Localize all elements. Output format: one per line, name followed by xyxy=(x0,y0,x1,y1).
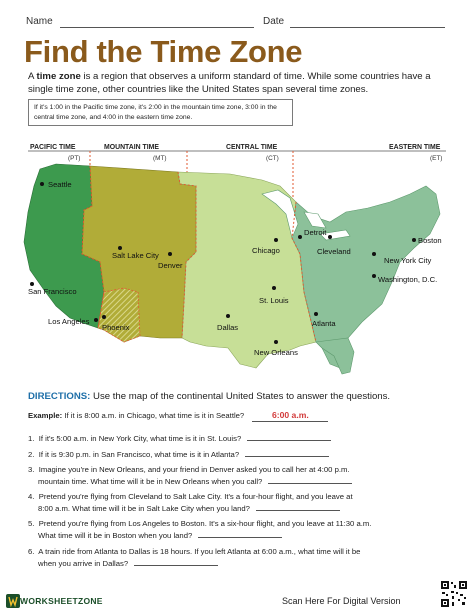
example-question: Example: If it is 8:00 a.m. in Chicago, what time is it in Seattle? 6:00 a.m. xyxy=(28,410,458,422)
directions-label: DIRECTIONS: xyxy=(28,391,91,402)
question-5: 5. Pretend you're flying from Los Angeles to Boston. It's a six-hour flight, and you leave at 11:30 a.m. What time will it be in Boston when you land? xyxy=(28,519,372,541)
answer-field-2[interactable] xyxy=(245,448,329,457)
cleveland-label: Cleveland xyxy=(317,247,351,256)
date-field[interactable] xyxy=(290,27,445,28)
detroit-dot xyxy=(298,235,302,239)
seattle-label: Seattle xyxy=(48,180,72,189)
example-label: Example: xyxy=(28,411,63,420)
atlanta-dot xyxy=(314,312,318,316)
question-2: 2. If it is 9:30 p.m. in San Francisco, what time is it in Atlanta? xyxy=(28,448,458,460)
chicago-label: Chicago xyxy=(252,246,280,255)
answer-field-6[interactable] xyxy=(134,557,218,566)
dallas-dot xyxy=(226,314,230,318)
new-york-dot xyxy=(372,252,376,256)
central-zone-region xyxy=(178,172,316,368)
qr-code-icon[interactable] xyxy=(440,580,468,608)
brand-name[interactable]: WORKSHEETZONE xyxy=(20,596,103,606)
question-1: 1. If it's 5:00 a.m. in New York City, what time is it in St. Louis? xyxy=(28,432,458,444)
eastern-zone-code: (ET) xyxy=(430,155,443,162)
los-angeles-label: Los Angeles xyxy=(48,317,90,326)
florida-region xyxy=(316,338,354,374)
new-orleans-label: New Orleans xyxy=(254,348,298,357)
boston-label: Boston xyxy=(418,236,442,245)
answer-field-5[interactable] xyxy=(198,529,282,538)
salt-lake-dot xyxy=(118,246,122,250)
dallas-label: Dallas xyxy=(217,323,239,332)
worksheetzone-logo-icon xyxy=(6,594,20,608)
chicago-dot xyxy=(274,238,278,242)
us-time-zone-map xyxy=(0,142,474,376)
detroit-label: Detroit xyxy=(304,228,327,237)
eastern-zone-label: EASTERN TIME xyxy=(389,144,441,151)
los-angeles-dot xyxy=(94,318,98,322)
question-3: 3. Imagine you're in New Orleans, and your friend in Denver asked you to call her at 4:00 p.m. mountain time. What time will it be in New Orleans when you call? xyxy=(28,464,458,487)
intro-term: time zone xyxy=(36,71,81,82)
question-6: 6. A train ride from Atlanta to Dallas is 18 hours. If you left Atlanta at 6:00 a.m., what time will it be when you arrive in Dallas? xyxy=(28,547,361,569)
example-answer-field[interactable] xyxy=(252,410,328,422)
answer-field-1[interactable] xyxy=(247,432,331,441)
phoenix-label: Phoenix xyxy=(102,323,130,332)
atlanta-label: Atlanta xyxy=(312,319,336,328)
directions xyxy=(28,391,390,402)
seattle-dot xyxy=(40,182,44,186)
denver-dot xyxy=(168,252,172,256)
central-zone-label: CENTRAL TIME xyxy=(226,144,278,151)
new-york-label: New York City xyxy=(384,256,432,265)
denver-label: Denver xyxy=(158,261,183,270)
arizona-region xyxy=(98,288,140,342)
pacific-zone-label: PACIFIC TIME xyxy=(30,144,76,151)
question-4: 4. Pretend you're flying from Cleveland to Salt Lake City. It's a four-hour flight, and you leave at 8:00 a.m. What time will it be in Salt Lake City when you land? xyxy=(28,492,353,514)
st-louis-dot xyxy=(272,286,276,290)
scan-digital-text: Scan Here For Digital Version xyxy=(282,596,401,606)
name-label: Name xyxy=(26,16,53,27)
washington-dot xyxy=(372,274,376,278)
page-title: Find the Time Zone xyxy=(24,34,303,69)
directions-text: Use the map of the continental United States to answer the questions. xyxy=(93,391,391,402)
phoenix-dot xyxy=(102,315,106,319)
central-zone-code: (CT) xyxy=(266,155,279,162)
mountain-zone-label: MOUNTAIN TIME xyxy=(104,144,159,151)
new-orleans-dot xyxy=(274,340,278,344)
time-note-box: If it's 1:00 in the Pacific time zone, it's 2:00 in the mountain time zone, 3:00 in the central time zone, and 4:00 in the eastern time zone. xyxy=(28,99,293,126)
washington-label: Washington, D.C. xyxy=(378,275,438,284)
example-answer: 6:00 a.m. xyxy=(271,410,309,420)
st-louis-label: St. Louis xyxy=(259,296,289,305)
intro-paragraph: A time zone is a region that observes a uniform standard of time. While some countries have a single time zone, other countries like the United States span several time zones. xyxy=(28,71,431,95)
date-label: Date xyxy=(263,16,285,27)
cleveland-dot xyxy=(328,235,332,239)
pacific-zone-code: (PT) xyxy=(68,155,81,162)
san-francisco-label: San Francisco xyxy=(28,287,77,296)
salt-lake-label: Salt Lake City xyxy=(112,251,159,260)
san-francisco-dot xyxy=(30,282,34,286)
mountain-zone-code: (MT) xyxy=(153,155,167,162)
answer-field-3[interactable] xyxy=(268,475,352,484)
boston-dot xyxy=(412,238,416,242)
name-field[interactable] xyxy=(60,27,254,28)
answer-field-4[interactable] xyxy=(256,502,340,511)
